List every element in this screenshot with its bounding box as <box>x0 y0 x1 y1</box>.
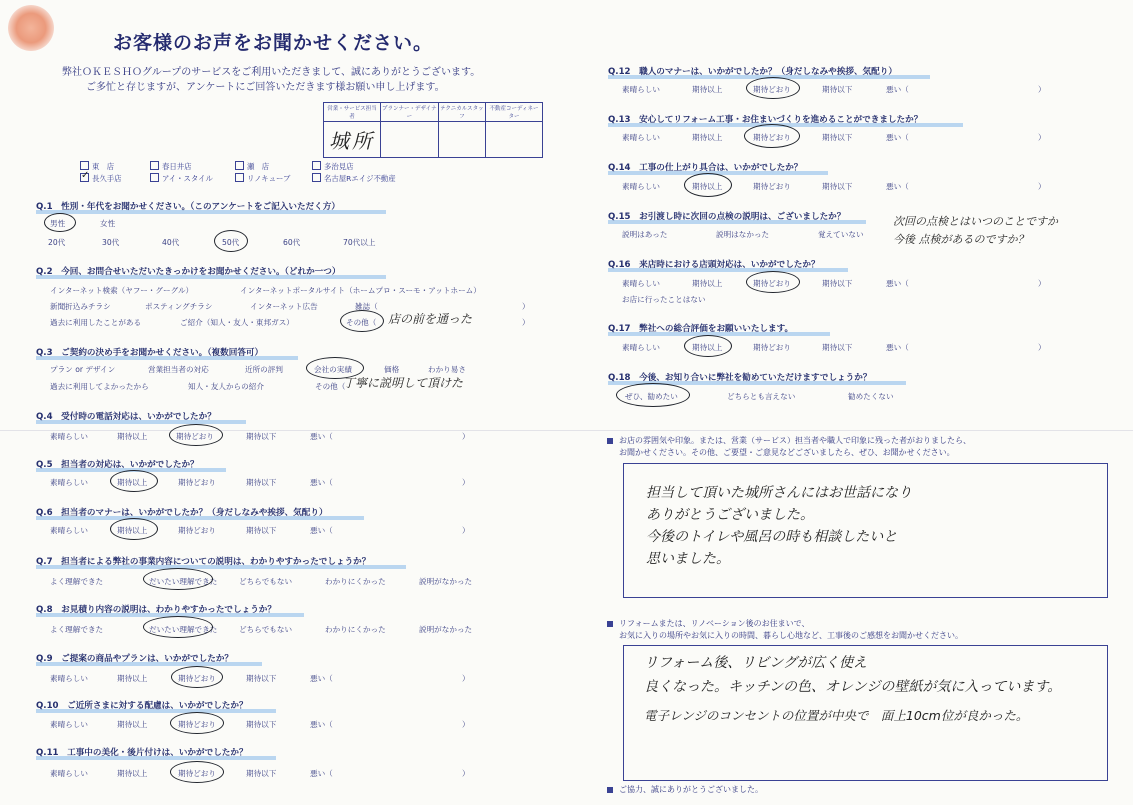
q6-circle-above <box>110 518 158 540</box>
q12-opt-above[interactable]: 期待以上 <box>692 85 723 94</box>
q4-opt-excellent[interactable]: 素晴らしい <box>50 432 88 441</box>
thanks-footer: ご協力、誠にありがとうございました。 <box>607 784 763 796</box>
staff-name-handwritten: 城所 <box>329 129 375 153</box>
q14-paren-close: ） <box>1038 182 1046 191</box>
role-col-sales: 営業・サービス担当者 <box>324 103 381 122</box>
q9-opt-above[interactable]: 期待以上 <box>117 674 148 683</box>
q18-title: Q.18 今後、お知り合いに弊社を勧めていただけますでしょうか？ <box>608 371 871 383</box>
store-checkbox-kasugai[interactable]: 春日井店 <box>150 161 192 172</box>
feedback-hand-line-1: リフォーム後、リビングが広く使え <box>644 655 868 671</box>
q8-title: Q.8 お見積り内容の説明は、わかりやすかったでしょうか？ <box>36 603 276 615</box>
q13-opt-excellent[interactable]: 素晴らしい <box>622 133 660 142</box>
q1-circle-50 <box>214 230 248 252</box>
q3-opt-clarity[interactable]: わかり易さ <box>428 365 466 374</box>
q9-opt-bad[interactable]: 悪い（ <box>310 674 333 683</box>
q8-opt-well[interactable]: よく理解できた <box>50 625 104 634</box>
q6-opt-bad[interactable]: 悪い（ <box>310 526 333 535</box>
comments-hand-line-4: 思いました。 <box>646 551 730 567</box>
q16-opt-bad[interactable]: 悪い（ <box>886 279 909 288</box>
q7-opt-neutral[interactable]: どちらでもない <box>239 577 293 586</box>
q9-opt-below[interactable]: 期待以下 <box>246 674 277 683</box>
q13-opt-above[interactable]: 期待以上 <box>692 133 723 142</box>
q4-title: Q.4 受付時の電話対応は、いかがでしたか？ <box>36 410 216 422</box>
q9-circle-expected <box>171 666 223 688</box>
q10-opt-excellent[interactable]: 素晴らしい <box>50 720 88 729</box>
q9-paren-close: ） <box>462 674 470 683</box>
q3-opt-friend[interactable]: 知人・友人からの紹介 <box>188 382 264 391</box>
q8-circle-mostly <box>143 616 213 638</box>
q14-opt-below[interactable]: 期待以下 <box>822 182 853 191</box>
q7-opt-well[interactable]: よく理解できた <box>50 577 104 586</box>
q6-opt-above[interactable]: 期待以上 <box>117 526 148 535</box>
q11-circle-expected <box>170 761 224 783</box>
store-checkbox-renocube[interactable]: リノキューブ <box>235 173 290 184</box>
q11-opt-expected[interactable]: 期待どおり <box>178 769 216 778</box>
q4-opt-above[interactable]: 期待以上 <box>117 432 148 441</box>
q2-handwritten-other: 店の前を通った <box>388 312 473 326</box>
q6-opt-expected[interactable]: 期待どおり <box>178 526 216 535</box>
q11-opt-bad[interactable]: 悪い（ <box>310 769 333 778</box>
q6-paren-close: ） <box>462 526 470 535</box>
role-col-technical: テクニカルスタッフ <box>438 103 485 122</box>
q2-title: Q.2 今回、お問合せいただいたきっかけをお聞かせください。（どれか一つ） <box>36 265 340 277</box>
q1-age-40[interactable]: 40代 <box>162 238 180 247</box>
feedback-hand-line-3: 電子レンジのコンセントの位置が中央で 面上10cm位が良かった。 <box>644 708 1029 723</box>
q17-opt-excellent[interactable]: 素晴らしい <box>622 343 660 352</box>
q3-title: Q.3 ご契約の決め手をお聞かせください。（複数回答可） <box>36 346 263 358</box>
intro-line-2: ご多忙と存じますが、アンケートにご回答いただきます様お願い申し上げます。 <box>86 82 445 93</box>
q1-opt-female[interactable]: 女性 <box>100 219 116 228</box>
q17-opt-below[interactable]: 期待以下 <box>822 343 853 352</box>
q17-paren-close: ） <box>1038 343 1046 352</box>
q11-opt-excellent[interactable]: 素晴らしい <box>50 769 88 778</box>
q10-opt-bad[interactable]: 悪い（ <box>310 720 333 729</box>
q2-opt-other[interactable]: その他（ <box>346 318 377 327</box>
q16-title: Q.16 来店時における店頭対応は、いかがでしたか？ <box>608 258 820 270</box>
q3-opt-price[interactable]: 価格 <box>384 365 400 374</box>
q2-opt-past[interactable]: 過去に利用したことがある <box>50 318 142 327</box>
staff-role-table <box>323 102 543 158</box>
q5-circle-above <box>110 470 158 492</box>
q16-opt-expected[interactable]: 期待どおり <box>753 279 791 288</box>
q5-opt-above[interactable]: 期待以上 <box>117 478 148 487</box>
q2-paren-close-1: ） <box>522 302 530 311</box>
q2-opt-posting[interactable]: ポスティングチラシ <box>145 302 213 311</box>
q15-opt-yes[interactable]: 説明はあった <box>622 230 668 239</box>
q18-opt-yes[interactable]: ぜひ、勧めたい <box>625 392 678 401</box>
q2-opt-search[interactable]: インターネット検索（ヤフー・グーグル） <box>50 286 194 295</box>
store-checkbox-istyle[interactable]: アイ・スタイル <box>150 173 213 184</box>
q13-opt-bad[interactable]: 悪い（ <box>886 133 909 142</box>
q15-title: Q.15 お引渡し時に次回の点検の説明は、ございましたか？ <box>608 210 845 222</box>
q17-opt-expected[interactable]: 期待どおり <box>753 343 791 352</box>
q3-opt-other[interactable]: その他（ <box>315 382 346 391</box>
q7-circle-mostly <box>143 568 213 590</box>
q3-opt-past[interactable]: 過去に利用してよかったから <box>50 382 149 391</box>
role-col-realestate: 不動産コーディネーター <box>485 103 542 122</box>
q14-opt-excellent[interactable]: 素晴らしい <box>622 182 660 191</box>
store-checkbox-se[interactable]: 瀬 店 <box>235 161 269 172</box>
q2-opt-referral[interactable]: ご紹介（知人・友人・東邦ガス） <box>180 318 294 327</box>
q16-opt-never[interactable]: お店に行ったことはない <box>622 295 706 304</box>
q10-title: Q.10 ご近所さまに対する配慮は、いかがでしたか？ <box>36 699 248 711</box>
comments-hand-line-1: 担当して頂いた城所さんにはお世話になり <box>646 485 912 501</box>
comments-hand-line-2: ありがとうございました。 <box>646 507 814 523</box>
q2-opt-portal[interactable]: インターネットポータルサイト（ホームプロ・スーモ・アットホーム） <box>240 286 481 295</box>
q13-title: Q.13 安心してリフォーム工事・お住まいづくりを進めることができましたか？ <box>608 113 922 125</box>
q1-age-70[interactable]: 70代以上 <box>343 238 376 247</box>
q5-opt-excellent[interactable]: 素晴らしい <box>50 478 88 487</box>
q16-opt-above[interactable]: 期待以上 <box>692 279 723 288</box>
intro-line-1: 弊社ＯＫＥＳＨＯグループのサービスをご利用いただきまして、誠にありがとうございます。 <box>62 67 481 78</box>
q13-opt-expected[interactable]: 期待どおり <box>753 133 791 142</box>
q3-opt-plan[interactable]: プラン or デザイン <box>50 365 116 374</box>
q14-opt-expected[interactable]: 期待どおり <box>753 182 791 191</box>
q11-paren-close: ） <box>462 769 470 778</box>
bullet-square-icon <box>607 787 613 793</box>
q5-paren-close: ） <box>462 478 470 487</box>
q4-paren-close: ） <box>462 432 470 441</box>
q4-opt-below[interactable]: 期待以下 <box>246 432 277 441</box>
q3-opt-record[interactable]: 会社の実績 <box>314 365 352 374</box>
q5-opt-below[interactable]: 期待以下 <box>246 478 277 487</box>
q1-age-20[interactable]: 20代 <box>48 238 66 247</box>
q10-opt-expected[interactable]: 期待どおり <box>178 720 216 729</box>
comments-section-prompt: お店の雰囲気や印象。または、営業（サービス）担当者や職人で印象に残った者がおりましたら、 お聞かせください。その他、ご要望・ご意見などございましたら、ぜひ、お聞かせください。 <box>607 435 971 459</box>
q6-opt-below[interactable]: 期待以下 <box>246 526 277 535</box>
q17-title: Q.17 弊社への総合評価をお願いいたします。 <box>608 322 793 334</box>
q10-opt-below[interactable]: 期待以下 <box>246 720 277 729</box>
q17-opt-above[interactable]: 期待以上 <box>692 343 723 352</box>
q9-title: Q.9 ご提案の商品やプランは、いかがでしたか？ <box>36 652 233 664</box>
q16-paren-close: ） <box>1038 279 1046 288</box>
q12-paren-close: ） <box>1038 85 1046 94</box>
q1-age-30[interactable]: 30代 <box>102 238 120 247</box>
q13-circle-expected <box>744 124 800 148</box>
q11-title: Q.11 工事中の美化・後片付けは、いかがでしたか？ <box>36 746 248 758</box>
q14-opt-above[interactable]: 期待以上 <box>692 182 723 191</box>
q18-circle-yes <box>616 383 690 407</box>
feedback-section-prompt: リフォームまたは、リノベーション後のお住まいで、 お気に入りの場所やお気に入りの時間、暮らし心地など、工事後のご感想をお聞かせください。 <box>607 618 963 642</box>
q4-opt-expected[interactable]: 期待どおり <box>176 432 214 441</box>
store-checkbox-higashi[interactable]: 東 店 <box>80 161 114 172</box>
q5-title: Q.5 担当者の対応は、いかがでしたか？ <box>36 458 199 470</box>
q10-paren-close: ） <box>462 720 470 729</box>
q12-opt-below[interactable]: 期待以下 <box>822 85 853 94</box>
q1-opt-male[interactable]: 男性 <box>50 219 66 228</box>
role-col-planner: プランナー・デザイナー <box>381 103 439 122</box>
q14-title: Q.14 工事の仕上がり具合は、いかがでしたか？ <box>608 161 802 173</box>
q12-opt-expected[interactable]: 期待どおり <box>753 85 791 94</box>
q12-title: Q.12 職人のマナーは、いかがでしたか？（身だしなみや挨拶、気配り） <box>608 65 897 77</box>
q11-opt-above[interactable]: 期待以上 <box>117 769 148 778</box>
q12-circle-expected <box>746 77 800 99</box>
q16-opt-excellent[interactable]: 素晴らしい <box>622 279 660 288</box>
q8-opt-hard[interactable]: わかりにくかった <box>325 625 386 634</box>
q16-circle-expected <box>746 271 800 293</box>
q1-age-60[interactable]: 60代 <box>283 238 301 247</box>
q4-circle-expected <box>169 424 223 446</box>
comments-hand-line-3: 今後のトイレや風呂の時も相談したいと <box>646 529 898 545</box>
q2-circle-other <box>340 310 384 332</box>
q11-opt-below[interactable]: 期待以下 <box>246 769 277 778</box>
q9-opt-expected[interactable]: 期待どおり <box>178 674 216 683</box>
q5-opt-expected[interactable]: 期待どおり <box>178 478 216 487</box>
q1-title: Q.1 性別・年代をお聞かせください。（このアンケートをご記入いただく方） <box>36 200 340 212</box>
q7-opt-none[interactable]: 説明がなかった <box>419 577 473 586</box>
q10-circle-expected <box>170 712 224 734</box>
stamp-seal <box>8 5 54 51</box>
q12-opt-excellent[interactable]: 素晴らしい <box>622 85 660 94</box>
q8-opt-mostly[interactable]: だいたい理解できた <box>149 625 218 634</box>
q13-paren-close: ） <box>1038 133 1046 142</box>
q6-title: Q.6 担当者のマナーは、いかがでしたか？（身だしなみや挨拶、気配り） <box>36 506 328 518</box>
q17-circle-above <box>684 335 732 357</box>
q2-opt-magazine[interactable]: 雑誌（ <box>355 302 378 311</box>
q1-age-50[interactable]: 50代 <box>222 238 240 247</box>
bullet-square-icon <box>607 438 613 444</box>
q3-handwritten-other: 丁寧に説明して頂けた <box>343 376 464 390</box>
q7-opt-mostly[interactable]: だいたい理解できた <box>149 577 218 586</box>
feedback-hand-line-2: 良くなった。キッチンの色、オレンジの壁紙が気に入っています。 <box>644 679 1062 695</box>
q13-opt-below[interactable]: 期待以下 <box>822 133 853 142</box>
q15-opt-forgot[interactable]: 覚えていない <box>818 230 864 239</box>
q16-opt-below[interactable]: 期待以下 <box>822 279 853 288</box>
q9-opt-excellent[interactable]: 素晴らしい <box>50 674 88 683</box>
q12-opt-bad[interactable]: 悪い（ <box>886 85 909 94</box>
store-checkbox-tajimi[interactable]: 多治見店 <box>312 161 354 172</box>
q2-opt-ad[interactable]: インターネット広告 <box>250 302 318 311</box>
q3-opt-reputation[interactable]: 近所の評判 <box>245 365 283 374</box>
q18-opt-neutral[interactable]: どちらとも言えない <box>727 392 796 401</box>
bullet-square-icon <box>607 621 613 627</box>
q2-paren-close-2: ） <box>522 318 530 327</box>
q15-handwritten-1: 次回の点検とはいつのことですか <box>893 215 1058 228</box>
store-checkbox-r-age[interactable]: 名古屋Rエイジ不動産 <box>312 173 396 184</box>
q8-opt-none[interactable]: 説明がなかった <box>419 625 473 634</box>
q18-opt-no[interactable]: 勧めたくない <box>848 392 894 401</box>
q15-opt-no[interactable]: 説明はなかった <box>716 230 770 239</box>
page-title: お客様のお声をお聞かせください。 <box>113 32 434 54</box>
q1-circle-male <box>44 213 76 232</box>
q14-opt-bad[interactable]: 悪い（ <box>886 182 909 191</box>
q14-circle-above <box>684 173 732 197</box>
q10-opt-above[interactable]: 期待以上 <box>117 720 148 729</box>
q6-opt-excellent[interactable]: 素晴らしい <box>50 526 88 535</box>
q15-handwritten-2: 今後 点検があるのですか？ <box>893 233 1029 246</box>
q4-opt-bad[interactable]: 悪い（ <box>310 432 333 441</box>
q17-opt-bad[interactable]: 悪い（ <box>886 343 909 352</box>
q7-opt-hard[interactable]: わかりにくかった <box>325 577 386 586</box>
q7-title: Q.7 担当者による弊社の事業内容についての説明は、わかりやすかったでしょうか？ <box>36 555 370 567</box>
store-checkbox-nagakute[interactable]: ✓ 長久手店 <box>81 170 122 183</box>
q3-opt-sales[interactable]: 営業担当者の対応 <box>148 365 209 374</box>
q5-opt-bad[interactable]: 悪い（ <box>310 478 333 487</box>
q2-opt-newspaper[interactable]: 新聞折込みチラシ <box>50 302 111 311</box>
q8-opt-neutral[interactable]: どちらでもない <box>239 625 293 634</box>
